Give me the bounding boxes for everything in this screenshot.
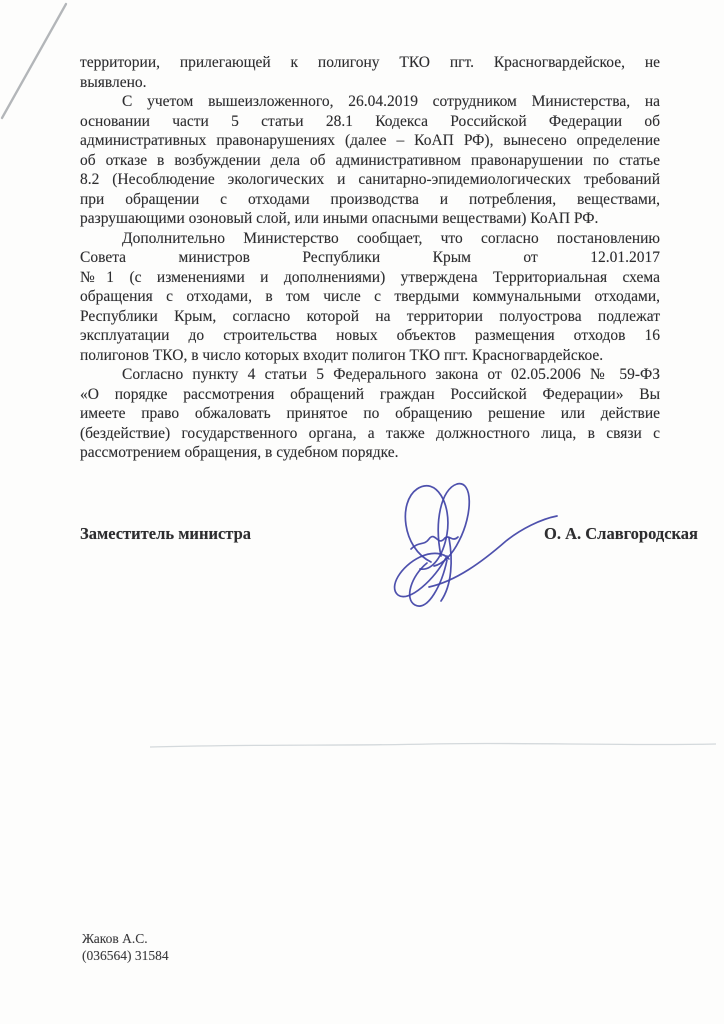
signatory-title: Заместитель министра	[80, 524, 252, 543]
text-line: Республики Крым, согласно которой на территории полуострова подлежат	[80, 307, 660, 325]
text-line: «О порядке рассмотрения обращений граждан Российской Федерации» Вы	[80, 385, 660, 403]
text-line: имеете право обжаловать принятое по обращению решение или действие	[80, 405, 660, 422]
text-line: об отказе в возбуждении дела об административном правонарушении по статье	[80, 151, 660, 169]
text-line: административных правонарушениях (далее – КоАП РФ), вынесено определение	[80, 132, 660, 149]
text-line: основании части 5 статьи 28.1 Кодекса Российской Федерации об	[80, 112, 660, 130]
paragraph	[80, 229, 660, 366]
text-line: при обращении с отходами производства и потребления, веществами,	[80, 190, 660, 208]
scan-crease-icon	[0, 0, 80, 130]
text-line: рассмотрением обращения, в судебном порядке.	[80, 444, 399, 461]
text-line: (бездействие) государственного органа, а также должностного лица, в связи с	[80, 424, 660, 442]
executor-footer	[82, 930, 169, 964]
text-line: полигонов ТКО, в число которых входит полигон ТКО пгт. Красногвардейское.	[80, 346, 604, 364]
text-line: №1 (с изменениями и дополнениями) утверждена Территориальная схема	[80, 268, 660, 286]
text-line: территории, прилегающей к полигону ТКО пгт. Красногвардейское, не	[80, 54, 660, 71]
text-line: эксплуатации до строительства новых объектов размещения отходов 16	[80, 327, 660, 344]
paragraph	[80, 365, 660, 463]
text-line: разрушающими озоновый слой, или иными опасными веществами) КоАП РФ.	[80, 210, 599, 227]
paragraph	[80, 92, 660, 229]
executor-phone: (036564) 31584	[82, 948, 169, 963]
text-line: 8.2 (Несоблюдение экологических и санитарно-эпидемиологических требований	[80, 171, 660, 188]
text-line: С учетом вышеизложенного, 26.04.2019 сотрудником Министерства, на	[122, 93, 660, 110]
text-line: Совета министров Республики Крым от 12.01.2017	[80, 249, 660, 266]
text-line: выявлено.	[80, 73, 147, 91]
signatory-name: О. А. Славгородская	[544, 524, 698, 543]
signature-block	[80, 524, 698, 544]
executor-name: Жаков А.С.	[82, 931, 148, 946]
text-line: Дополнительно Министерство сообщает, что согласно постановлению	[122, 229, 660, 247]
paragraph	[80, 53, 660, 92]
text-line: обращения с отходами, в том числе с твердыми коммунальными отходами,	[80, 288, 660, 305]
text-line: Согласно пункту 4 статьи 5 Федерального закона от 02.05.2006 № 59-ФЗ	[122, 366, 660, 383]
document-body	[80, 53, 660, 463]
